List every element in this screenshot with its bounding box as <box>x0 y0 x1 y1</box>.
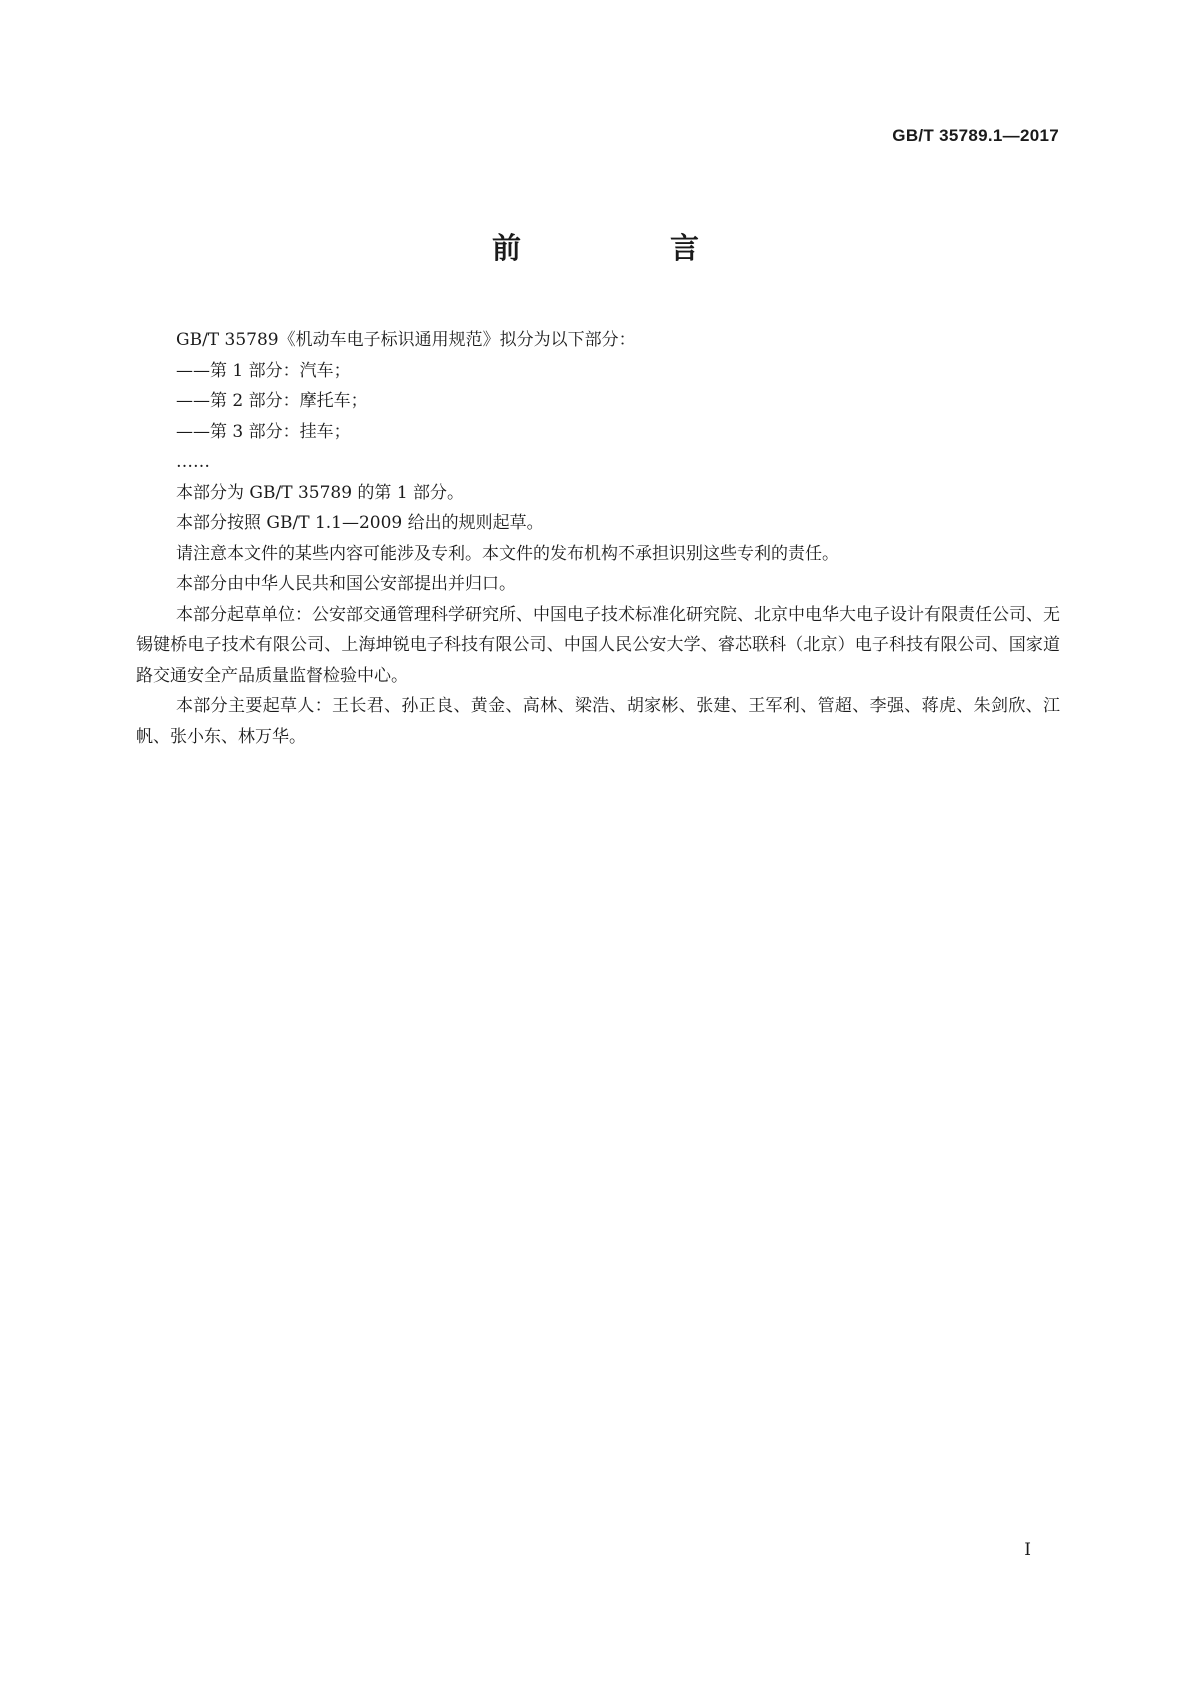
list-item-part-3: ——第 3 部分：挂车； <box>176 421 351 442</box>
foreword-body <box>136 325 1060 752</box>
paragraph-drafters: 本部分主要起草人：王长君、孙正良、黄金、高林、梁浩、胡家彬、张建、王军利、管超、李强、蒋虎、朱剑欣、江帆、张小东、林万华。 <box>136 696 1060 747</box>
list-item-part-1: ——第 1 部分：汽车； <box>176 360 351 381</box>
standard-code-header: GB/T 35789.1—2017 <box>892 126 1059 145</box>
paragraph-drafting-units: 本部分起草单位：公安部交通管理科学研究所、中国电子技术标准化研究院、北京中电华大电子设计有限责任公司、无锡键桥电子技术有限公司、上海坤锐电子科技有限公司、中国人民公安大学、睿芯联科（北京）电子科技有限公司、国家道路交通安全产品质量监督检验中心。 <box>136 604 1060 686</box>
list-ellipsis: …… <box>176 452 210 472</box>
paragraph-patent-notice: 请注意本文件的某些内容可能涉及专利。本文件的发布机构不承担识别这些专利的责任。 <box>176 543 839 564</box>
page-number: I <box>1024 1540 1031 1560</box>
paragraph-drafting-rules: 本部分按照 GB/T 1.1—2009 给出的规则起草。 <box>176 513 544 533</box>
page-title: 前 言 <box>491 231 759 265</box>
list-item-part-2: ——第 2 部分：摩托车； <box>176 391 368 411</box>
paragraph-proposer: 本部分由中华人民共和国公安部提出并归口。 <box>176 574 516 594</box>
paragraph-part-statement: 本部分为 GB/T 35789 的第 1 部分。 <box>176 482 465 503</box>
paragraph-series-intro: GB/T 35789《机动车电子标识通用规范》拟分为以下部分： <box>176 330 636 350</box>
